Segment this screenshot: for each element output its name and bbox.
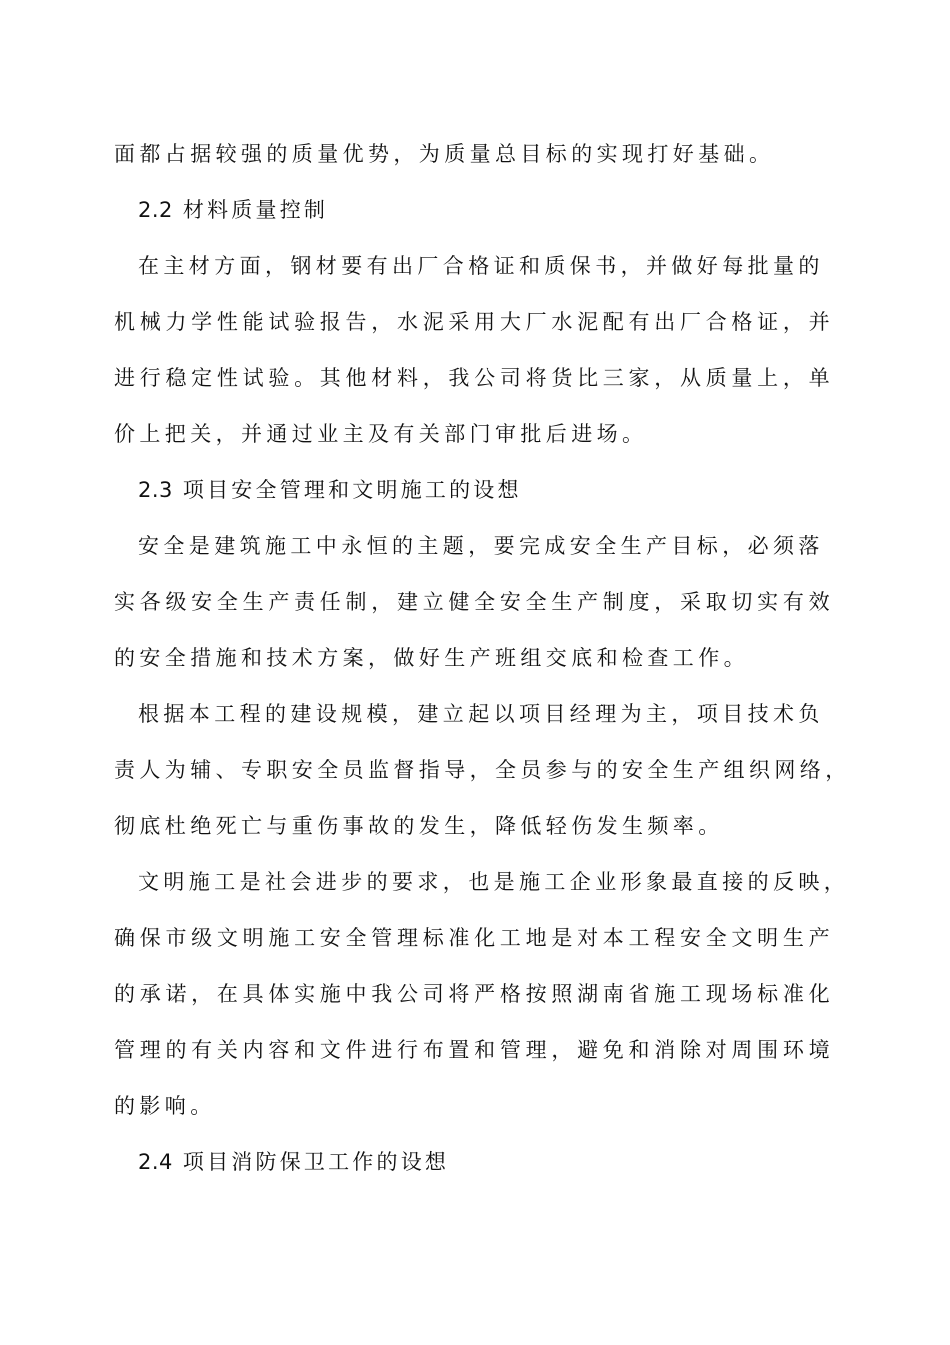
paragraph-line: 在主材方面，钢材要有出厂合格证和质保书，并做好每批量的 <box>138 254 824 278</box>
paragraph-line: 的承诺，在具体实施中我公司将严格按照湖南省施工现场标准化 <box>114 982 834 1006</box>
section-title: 项目消防保卫工作的设想 <box>182 1150 450 1174</box>
paragraph-line: 面都占据较强的质量优势，为质量总目标的实现打好基础。 <box>114 142 775 166</box>
paragraph-line: 文明施工是社会进步的要求，也是施工企业形象最直接的反映， <box>138 870 850 894</box>
section-heading-2-3 <box>138 475 858 505</box>
paragraph-line: 根据本工程的建设规模，建立起以项目经理为主，项目技术负 <box>138 702 824 726</box>
paragraph-line: 实各级安全生产责任制，建立健全安全生产制度，采取切实有效 <box>114 590 834 614</box>
section-number: 2.2 <box>138 198 173 222</box>
section-title: 材料质量控制 <box>182 198 329 222</box>
paragraph-line: 进行稳定性试验。其他材料，我公司将货比三家，从质量上，单 <box>114 366 834 390</box>
paragraph-line: 管理的有关内容和文件进行布置和管理，避免和消除对周围环境 <box>114 1038 834 1062</box>
paragraph-line: 机械力学性能试验报告，水泥采用大厂水泥配有出厂合格证，并 <box>114 310 834 334</box>
paragraph-line: 的影响。 <box>114 1094 216 1118</box>
paragraph-line: 价上把关，并通过业主及有关部门审批后进场。 <box>114 422 648 446</box>
paragraph-line: 安全是建筑施工中永恒的主题，要完成安全生产目标，必须落 <box>138 534 824 558</box>
section-heading-2-4 <box>138 1147 858 1177</box>
paragraph-line: 责人为辅、专职安全员监督指导，全员参与的安全生产组织网络， <box>114 758 851 782</box>
paragraph-line: 的安全措施和技术方案，做好生产班组交底和检查工作。 <box>114 646 749 670</box>
section-number: 2.3 <box>138 478 173 502</box>
section-title: 项目安全管理和文明施工的设想 <box>182 478 522 502</box>
paragraph-line: 彻底杜绝死亡与重伤事故的发生，降低轻伤发生频率。 <box>114 814 724 838</box>
section-heading-2-2 <box>138 195 858 225</box>
section-number: 2.4 <box>138 1150 173 1174</box>
paragraph-line: 确保市级文明施工安全管理标准化工地是对本工程安全文明生产 <box>114 926 834 950</box>
